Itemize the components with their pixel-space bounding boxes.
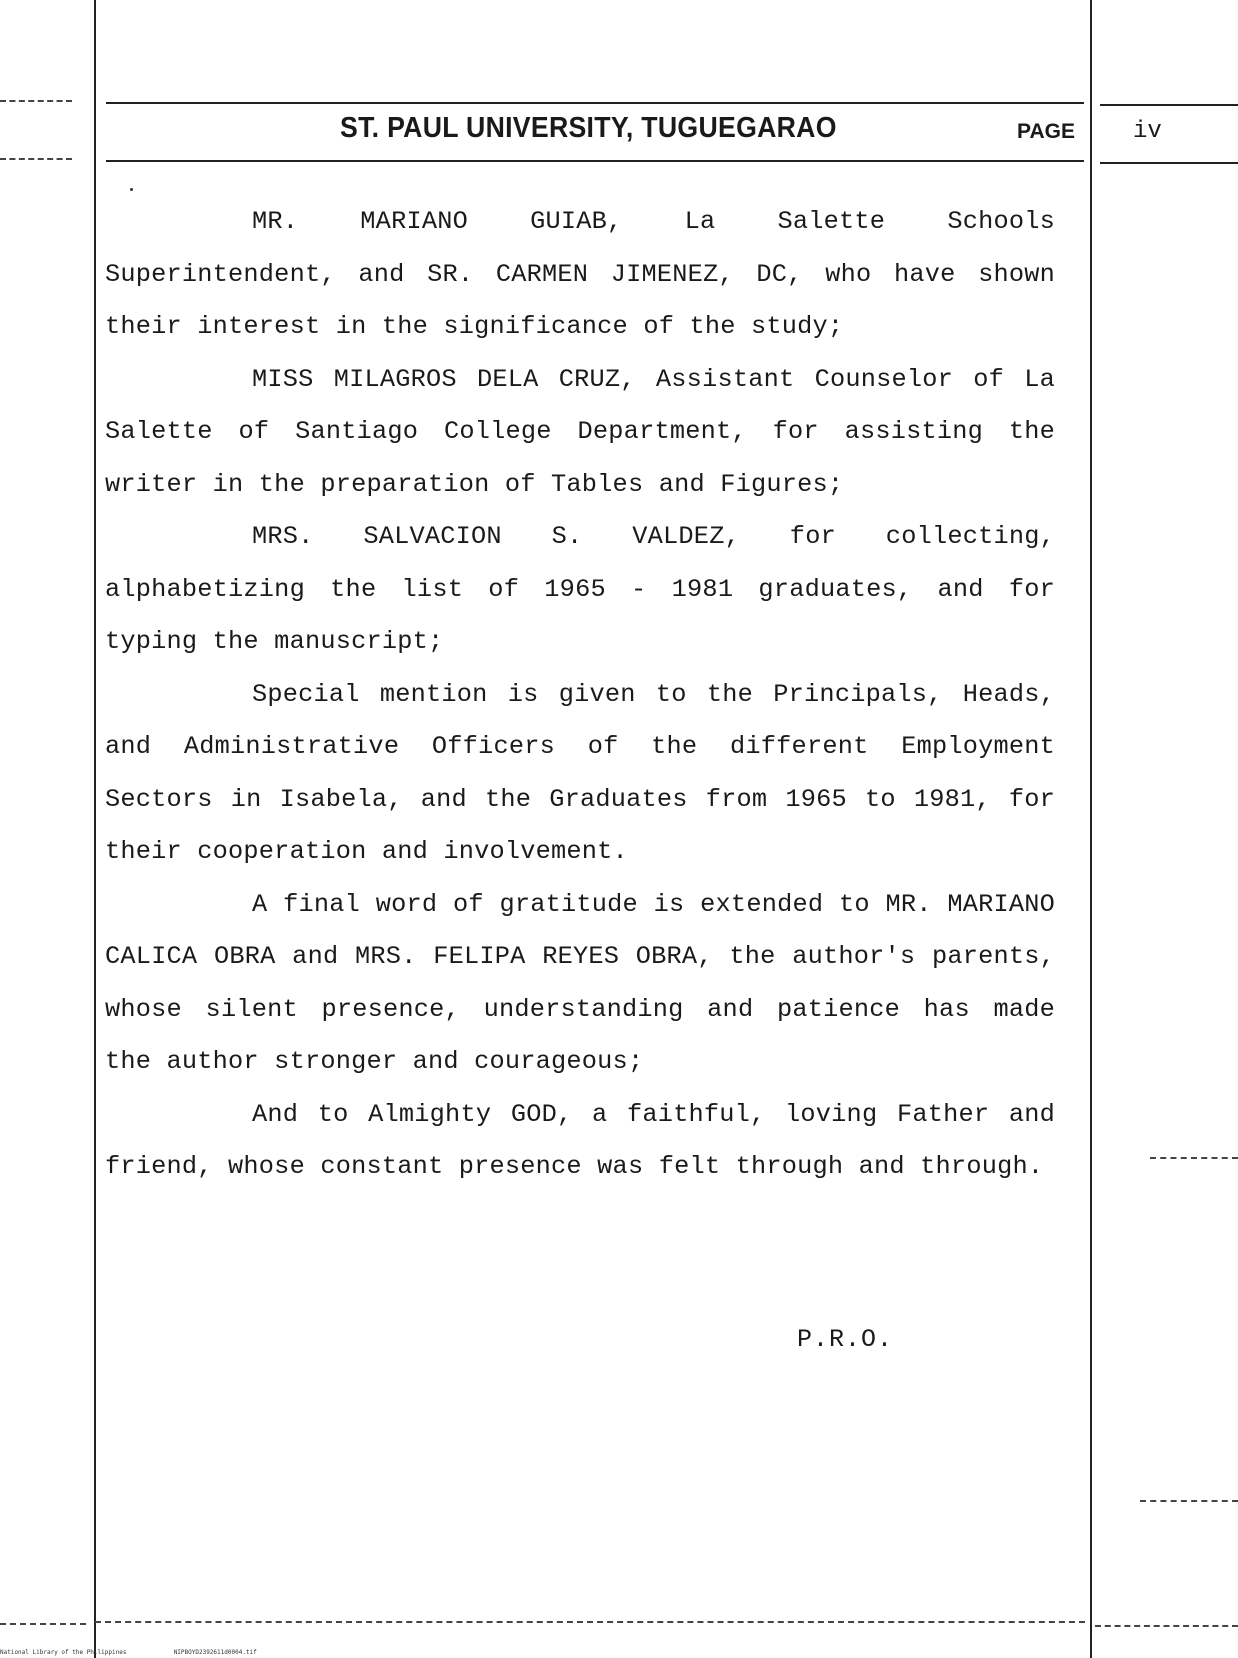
right-dash-mark bbox=[1150, 1157, 1238, 1159]
acknowledgment-paragraph: MRS. SALVACION S. VALDEZ, for collecting, alphabetizing the list of 1965 - 1981 graduates, and for typing the manuscript; bbox=[105, 522, 1055, 656]
ink-speck bbox=[130, 188, 133, 191]
bottom-dash-rule bbox=[1095, 1625, 1238, 1627]
acknowledgment-paragraph: And to Almighty GOD, a faithful, loving Father and friend, whose constant presence was felt through and through. bbox=[105, 1099, 1055, 1181]
footer-library: National Library of the Philippines bbox=[0, 1649, 127, 1656]
left-dash-mark bbox=[0, 100, 72, 102]
scan-footer bbox=[0, 1649, 257, 1656]
acknowledgment-paragraph: MISS MILAGROS DELA CRUZ, Assistant Counselor of La Salette of Santiago College Department, for assisting the writer in the preparation of Tables and Figures; bbox=[105, 364, 1055, 499]
left-margin-line bbox=[94, 0, 96, 1658]
acknowledgment-paragraph: A final word of gratitude is extended to MR. MARIANO CALICA OBRA and MRS. FELIPA REYES OBRA, the author's parents, whose silent presence, understanding and patience has made the author stronger and courageous; bbox=[105, 889, 1055, 1076]
footer-file: NIPBOYD2392611d0004.tif bbox=[173, 1649, 257, 1656]
author-initials: P.R.O. bbox=[797, 1325, 894, 1354]
acknowledgment-body bbox=[105, 196, 1055, 1194]
header-top-rule bbox=[106, 102, 1084, 104]
university-title: ST. PAUL UNIVERSITY, TUGUEGARAO bbox=[340, 112, 837, 144]
header-page-box-bottom bbox=[1100, 162, 1238, 164]
page-number: iv bbox=[1133, 118, 1162, 145]
bottom-dash-rule bbox=[0, 1623, 86, 1625]
acknowledgment-paragraph: MR. MARIANO GUIAB, La Salette Schools Superintendent, and SR. CARMEN JIMENEZ, DC, who have shown their interest in the significance of the study; bbox=[105, 207, 1055, 341]
acknowledgment-paragraph: Special mention is given to the Principals, Heads, and Administrative Officers of the different Employment Sectors in Isabela, and the Graduates from 1965 to 1981, for their cooperation and involvement. bbox=[105, 679, 1055, 866]
right-dash-mark bbox=[1140, 1500, 1238, 1502]
bottom-dash-rule bbox=[95, 1621, 1085, 1623]
right-margin-line bbox=[1090, 0, 1092, 1658]
page-label: PAGE bbox=[1017, 120, 1075, 143]
header-bottom-rule bbox=[106, 160, 1084, 162]
header-page-box-top bbox=[1100, 104, 1238, 106]
left-dash-mark bbox=[0, 158, 72, 160]
